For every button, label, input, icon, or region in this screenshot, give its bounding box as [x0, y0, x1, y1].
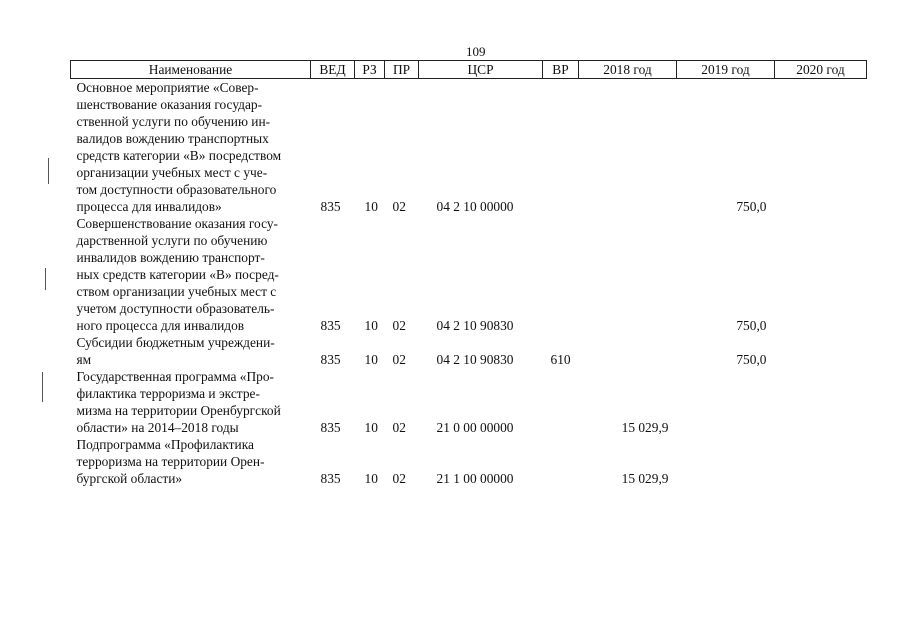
- row-2020: [775, 334, 867, 368]
- row-csr: 04 2 10 90830: [436, 352, 514, 367]
- row-2019: [677, 436, 775, 487]
- row-csr: 04 2 10 90830: [436, 318, 514, 333]
- row-2018: [579, 334, 677, 368]
- row-name: Основное мероприятие «Совер- шенствование оказания государ- ственной услуги по обучению ин- валидов вождению транспортных средств категории «В» посредством организации учебных мест с уче- том доступности образовательного процесса для инвалидов»: [76, 80, 282, 214]
- row-ved: 835: [320, 199, 341, 214]
- header-name: Наименование: [71, 61, 311, 79]
- row-vr: [543, 436, 579, 487]
- row-rz: 10: [364, 199, 378, 214]
- row-rz: 10: [364, 352, 378, 367]
- table-row: [71, 79, 867, 216]
- row-vr: [543, 79, 579, 216]
- table-row: [71, 334, 867, 368]
- row-2020: [775, 215, 867, 334]
- table-row: [71, 368, 867, 436]
- row-ved: 835: [320, 471, 341, 486]
- header-csr: ЦСР: [419, 61, 543, 79]
- row-2019: 750,0: [736, 199, 767, 214]
- row-pr: 02: [392, 199, 406, 214]
- header-2020: 2020 год: [775, 61, 867, 79]
- row-ved: 835: [320, 420, 341, 435]
- header-pr: ПР: [385, 61, 419, 79]
- table-row: [71, 215, 867, 334]
- row-2018: [579, 79, 677, 216]
- page-number: 109: [466, 44, 486, 59]
- row-ved: 835: [320, 318, 341, 333]
- row-2018: 15 029,9: [621, 471, 669, 486]
- row-vr: [543, 215, 579, 334]
- row-rz: 10: [364, 318, 378, 333]
- row-csr: 21 0 00 00000: [436, 420, 514, 435]
- row-name: Совершенствование оказания госу- дарственной услуги по обучению инвалидов вождению транспорт- ных средств категории «В» посред- ством организации учебных мест с учетом доступности образователь- ного процесса для инвалидов: [76, 216, 279, 333]
- budget-table: [70, 60, 867, 487]
- row-2018: [579, 215, 677, 334]
- row-vr: 610: [550, 352, 571, 367]
- row-rz: 10: [364, 420, 378, 435]
- margin-scan-mark: [48, 158, 49, 184]
- row-vr: [543, 368, 579, 436]
- row-2020: [775, 436, 867, 487]
- row-2020: [775, 368, 867, 436]
- row-pr: 02: [392, 352, 406, 367]
- row-2019: 750,0: [736, 318, 767, 333]
- header-2018: 2018 год: [579, 61, 677, 79]
- margin-scan-mark: [45, 268, 46, 290]
- row-2020: [775, 79, 867, 216]
- header-ved: ВЕД: [311, 61, 355, 79]
- header-rz: РЗ: [355, 61, 385, 79]
- table-row: [71, 436, 867, 487]
- row-2018: 15 029,9: [621, 420, 669, 435]
- row-csr: 21 1 00 00000: [436, 471, 514, 486]
- row-rz: 10: [364, 471, 378, 486]
- row-pr: 02: [392, 420, 406, 435]
- row-name: Подпрограмма «Профилактика терроризма на территории Орен- бургской области»: [76, 437, 265, 486]
- row-name: Государственная программа «Про- филактика терроризма и экстре- мизма на территории Оренбургской области» на 2014–2018 годы: [76, 369, 281, 435]
- header-vr: ВР: [543, 61, 579, 79]
- row-2019: [677, 368, 775, 436]
- row-csr: 04 2 10 00000: [436, 199, 514, 214]
- row-ved: 835: [320, 352, 341, 367]
- row-name: Субсидии бюджетным учреждени- ям: [76, 335, 275, 367]
- margin-scan-mark: [42, 372, 43, 402]
- row-pr: 02: [392, 318, 406, 333]
- row-2019: 750,0: [736, 352, 767, 367]
- row-pr: 02: [392, 471, 406, 486]
- table-header: [71, 61, 867, 79]
- header-2019: 2019 год: [677, 61, 775, 79]
